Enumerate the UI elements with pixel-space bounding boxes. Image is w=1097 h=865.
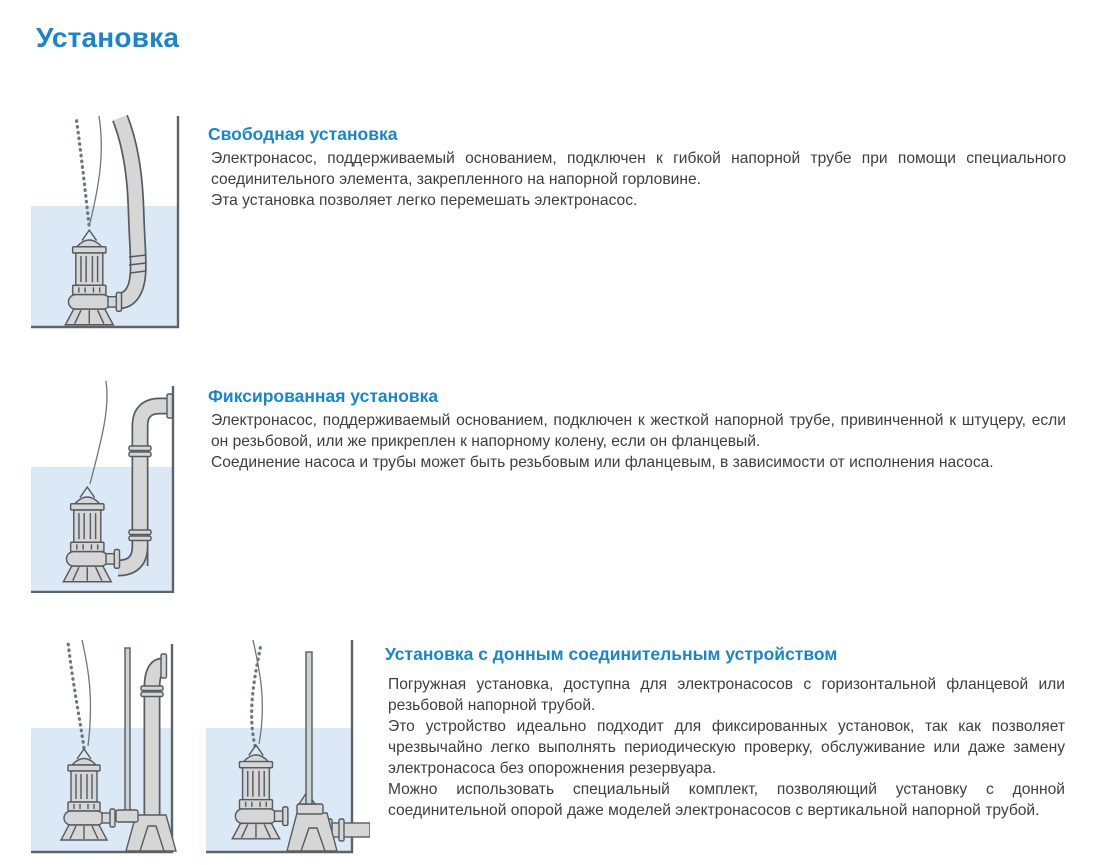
paragraph: Это устройство идеально подходит для фиксированных установок, так как позволяет чрезвычайно легко выполнять периодическую проверку, обслуживание или даже замену электронасоса без опорожнения резервуара. [388, 718, 1065, 777]
guide-rod [306, 652, 312, 804]
bottom-coupling-guide-rail-illustration [30, 638, 190, 856]
section-body-bottom-coupling [388, 674, 1065, 821]
section-body-free-installation [211, 148, 1066, 211]
paragraph: Электронасос, поддерживаемый основанием, подключен к гибкой напорной трубе при помощи специального соединительного элемента, закрепленного на напорной горловине. [211, 150, 1066, 188]
section-heading-bottom-coupling: Установка с донным соединительным устройством [385, 644, 838, 664]
paragraph: Эта установка позволяет легко перемешать электронасос. [211, 192, 638, 209]
section-body-fixed-installation [211, 410, 1066, 473]
paragraph: Можно использовать специальный комплект, позволяющий установку с донной соединительной опорой даже моделей электронасосов с вертикальной напорной трубой. [388, 781, 1065, 819]
paragraph: Электронасос, поддерживаемый основанием, подключен к жесткой напорной трубе, привинченной к штуцеру, если он резьбовой, или же прикреплен к напорному колену, если он фланцевый. [211, 412, 1066, 450]
fixed-installation-illustration [30, 378, 190, 593]
free-installation-illustration [30, 113, 185, 330]
bottom-coupling-horizontal-pipe-illustration [205, 638, 370, 856]
section-heading-fixed-installation: Фиксированная установка [208, 386, 439, 406]
paragraph: Погружная установка, доступна для электронасосов с горизонтальной фланцевой или резьбовой напорной трубой. [388, 676, 1065, 714]
section-heading-free-installation: Свободная установка [208, 124, 398, 144]
page-title: Установка [36, 22, 180, 53]
guide-rail [125, 648, 130, 820]
paragraph: Соединение насоса и трубы может быть резьбовым или фланцевым, в зависимости от исполнения насоса. [211, 454, 994, 471]
